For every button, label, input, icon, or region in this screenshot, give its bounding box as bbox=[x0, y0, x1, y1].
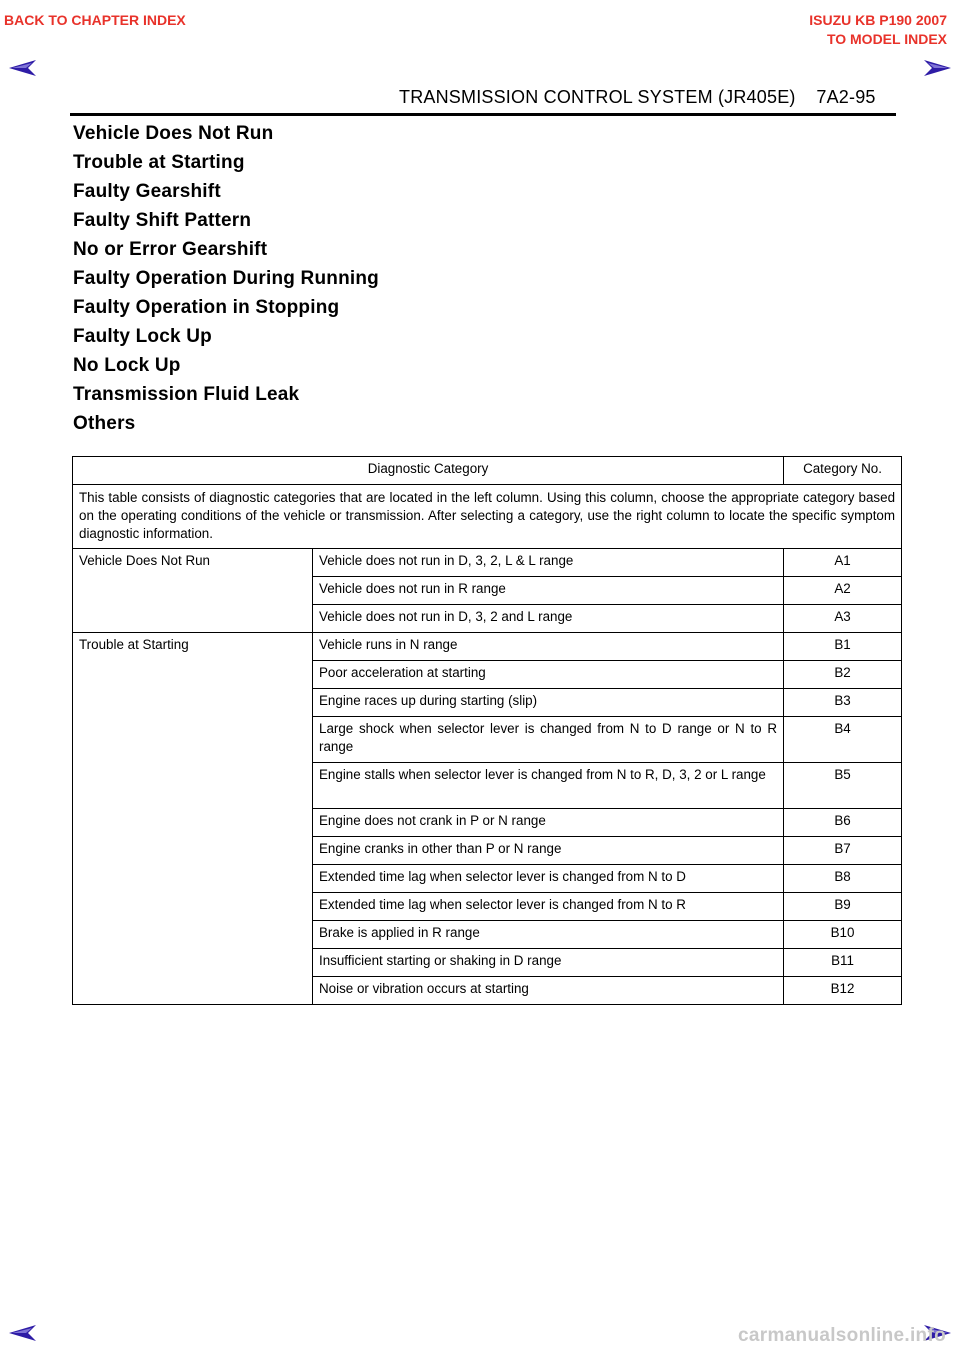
to-model-index-link[interactable]: TO MODEL INDEX bbox=[826, 31, 947, 47]
category-number-cell: B12 bbox=[784, 977, 902, 1005]
category-number-cell: A2 bbox=[784, 577, 902, 605]
group-category-cell: Trouble at Starting bbox=[73, 633, 313, 1005]
table-intro-text: This table consists of diagnostic categories that are located in the left column. Using this column, choose the appropriate category based on the operating conditions of the vehicle or transmission. After selecting a category, use the right column to locate the specific symptom diagnostic information. bbox=[73, 485, 902, 549]
symptom-cell: Vehicle does not run in R range bbox=[313, 577, 784, 605]
category-number-cell: B6 bbox=[784, 809, 902, 837]
model-title-link[interactable]: ISUZU KB P190 2007 bbox=[809, 12, 947, 28]
watermark: carmanualsonline.info bbox=[738, 1325, 946, 1346]
category-number-cell: B9 bbox=[784, 893, 902, 921]
category-number-cell: B1 bbox=[784, 633, 902, 661]
diagnostic-category-table bbox=[72, 456, 902, 1005]
group-category-cell: Vehicle Does Not Run bbox=[73, 549, 313, 633]
table-header-row bbox=[73, 457, 902, 485]
symptom-cell: Noise or vibration occurs at starting bbox=[313, 977, 784, 1005]
category-number-cell: A1 bbox=[784, 549, 902, 577]
symptom-cell: Extended time lag when selector lever is changed from N to D bbox=[313, 865, 784, 893]
symptom-cell: Engine does not crank in P or N range bbox=[313, 809, 784, 837]
category-heading: Others bbox=[73, 413, 136, 434]
symptom-cell: Vehicle does not run in D, 3, 2 and L range bbox=[313, 605, 784, 633]
symptom-cell: Brake is applied in R range bbox=[313, 921, 784, 949]
symptom-cell: Vehicle does not run in D, 3, 2, L & L range bbox=[313, 549, 784, 577]
symptom-cell: Engine races up during starting (slip) bbox=[313, 689, 784, 717]
symptom-cell: Vehicle runs in N range bbox=[313, 633, 784, 661]
header-rule bbox=[70, 113, 896, 116]
category-number-cell: B3 bbox=[784, 689, 902, 717]
category-heading: Vehicle Does Not Run bbox=[73, 123, 274, 144]
category-heading: Trouble at Starting bbox=[73, 152, 245, 173]
symptom-cell: Engine cranks in other than P or N range bbox=[313, 837, 784, 865]
category-list bbox=[73, 122, 379, 441]
column-header-number: Category No. bbox=[784, 457, 902, 485]
symptom-cell: Large shock when selector lever is changed from N to D range or N to R range bbox=[313, 717, 784, 763]
previous-page-arrow-icon[interactable] bbox=[8, 59, 38, 77]
table-intro-row bbox=[73, 485, 902, 549]
category-heading: Transmission Fluid Leak bbox=[73, 384, 300, 405]
category-heading: Faulty Shift Pattern bbox=[73, 210, 252, 231]
category-heading: No Lock Up bbox=[73, 355, 181, 376]
table-row bbox=[73, 549, 902, 577]
category-number-cell: B5 bbox=[784, 763, 902, 809]
running-header: TRANSMISSION CONTROL SYSTEM (JR405E) 7A2-95 bbox=[399, 87, 876, 107]
symptom-cell: Insufficient starting or shaking in D range bbox=[313, 949, 784, 977]
back-to-chapter-index-link[interactable]: BACK TO CHAPTER INDEX bbox=[4, 12, 186, 28]
category-heading: Faulty Gearshift bbox=[73, 181, 221, 202]
next-page-arrow-icon[interactable] bbox=[922, 59, 952, 77]
symptom-cell: Extended time lag when selector lever is changed from N to R bbox=[313, 893, 784, 921]
category-number-cell: B8 bbox=[784, 865, 902, 893]
category-number-cell: B7 bbox=[784, 837, 902, 865]
category-number-cell: B2 bbox=[784, 661, 902, 689]
category-number-cell: B10 bbox=[784, 921, 902, 949]
category-heading: Faulty Lock Up bbox=[73, 326, 212, 347]
table-row bbox=[73, 633, 902, 661]
symptom-cell: Poor acceleration at starting bbox=[313, 661, 784, 689]
category-number-cell: A3 bbox=[784, 605, 902, 633]
previous-page-arrow-icon[interactable] bbox=[8, 1324, 38, 1342]
category-number-cell: B4 bbox=[784, 717, 902, 763]
column-header-category: Diagnostic Category bbox=[73, 457, 784, 485]
symptom-cell: Engine stalls when selector lever is changed from N to R, D, 3, 2 or L range bbox=[313, 763, 784, 809]
category-heading: No or Error Gearshift bbox=[73, 239, 268, 260]
category-heading: Faulty Operation During Running bbox=[73, 268, 379, 289]
category-heading: Faulty Operation in Stopping bbox=[73, 297, 340, 318]
category-number-cell: B11 bbox=[784, 949, 902, 977]
